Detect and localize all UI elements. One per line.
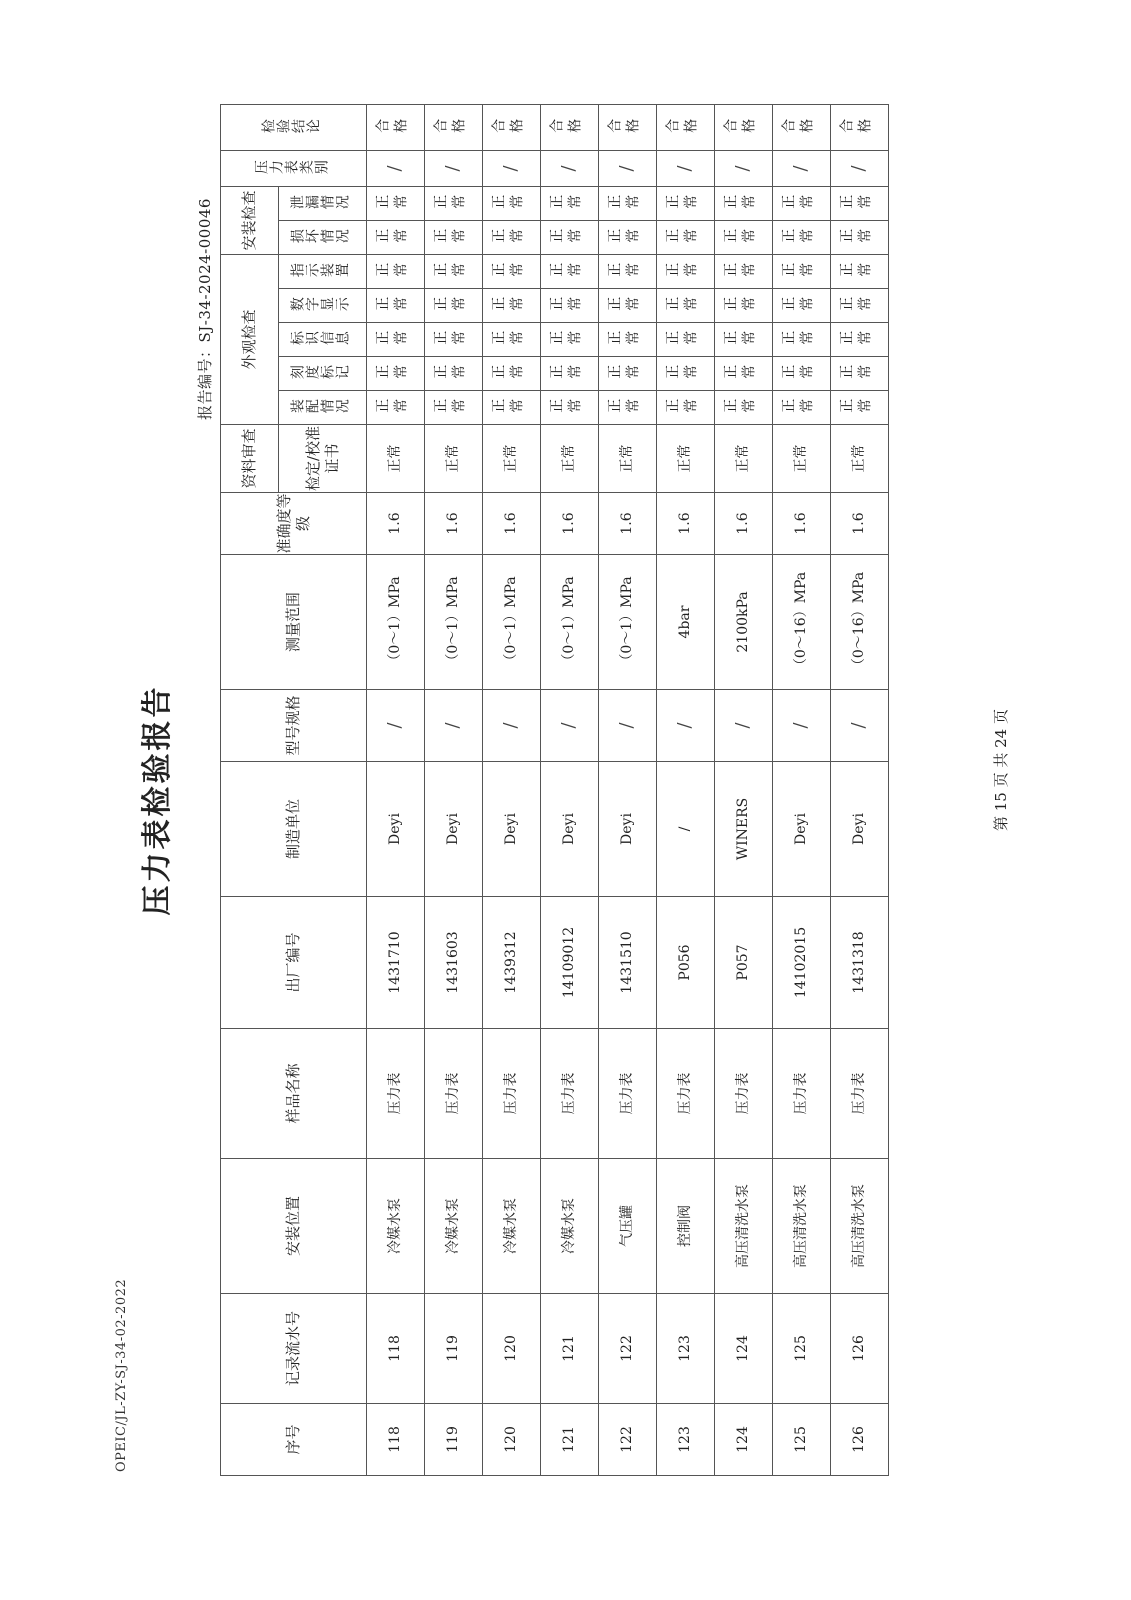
cell-cert: 正常 [715,425,773,493]
table-row [831,105,889,1476]
cell-leak: 正常 [831,187,889,221]
cell-serial: 1431318 [831,897,889,1029]
cell-maker: Deyi [483,762,541,897]
cell-marking: 正常 [541,357,599,391]
cell-damage: 正常 [715,221,773,255]
cell-serial: P057 [715,897,773,1029]
cell-identity: 正常 [773,323,831,357]
cell-model: / [715,690,773,762]
cell-identity: 正常 [541,323,599,357]
cell-assembly: 正常 [715,391,773,425]
cell-sample: 压力表 [657,1029,715,1159]
cell-marking: 正常 [657,357,715,391]
cell-pointer: 正常 [367,255,425,289]
cell-assembly: 正常 [831,391,889,425]
table-row [425,105,483,1476]
cell-marking: 正常 [831,357,889,391]
cell-leak: 正常 [715,187,773,221]
cell-location: 高压清洗水泵 [715,1159,773,1294]
cell-range: （0～1）MPa [599,555,657,690]
page-title: 压力表检验报告 [140,684,175,916]
cell-identity: 正常 [657,323,715,357]
cell-pointer: 正常 [773,255,831,289]
table-row [715,105,773,1476]
cell-marking: 正常 [599,357,657,391]
cell-digital: 正常 [425,289,483,323]
cell-location: 冷媒水泵 [483,1159,541,1294]
cell-seq: 123 [657,1404,715,1476]
cell-model: / [773,690,831,762]
header-marking: 刻度标记 [279,357,367,391]
cell-record-no: 119 [425,1294,483,1404]
cell-marking: 正常 [715,357,773,391]
cell-digital: 正常 [367,289,425,323]
cell-maker: Deyi [541,762,599,897]
cell-record-no: 118 [367,1294,425,1404]
cell-cert: 正常 [831,425,889,493]
cell-serial: P056 [657,897,715,1029]
cell-digital: 正常 [483,289,541,323]
header-leak: 泄漏情况 [279,187,367,221]
header-seq: 序号 [221,1404,367,1476]
cell-leak: 正常 [541,187,599,221]
cell-identity: 正常 [425,323,483,357]
cell-record-no: 121 [541,1294,599,1404]
cell-range: （0～1）MPa [367,555,425,690]
cell-range: 2100kPa [715,555,773,690]
cell-sample: 压力表 [367,1029,425,1159]
cell-pointer: 正常 [831,255,889,289]
cell-identity: 正常 [483,323,541,357]
cell-range: （0～1）MPa [483,555,541,690]
cell-marking: 正常 [367,357,425,391]
cell-category: / [541,151,599,187]
cell-damage: 正常 [773,221,831,255]
cell-pointer: 正常 [425,255,483,289]
cell-maker: Deyi [599,762,657,897]
cell-sample: 压力表 [773,1029,831,1159]
header-conclusion: 检验结论 [221,105,367,151]
header-identity: 标识信息 [279,323,367,357]
cell-maker: Deyi [773,762,831,897]
page-number: 第 15 页 共 24 页 [992,709,1010,832]
cell-record-no: 120 [483,1294,541,1404]
cell-record-no: 123 [657,1294,715,1404]
cell-record-no: 126 [831,1294,889,1404]
cell-category: / [367,151,425,187]
cell-seq: 122 [599,1404,657,1476]
header-maker: 制造单位 [221,762,367,897]
cell-location: 冷媒水泵 [541,1159,599,1294]
cell-model: / [483,690,541,762]
cell-damage: 正常 [541,221,599,255]
cell-accuracy: 1.6 [715,493,773,555]
cell-seq: 118 [367,1404,425,1476]
cell-serial: 14102015 [773,897,831,1029]
cell-range: （0～16）MPa [773,555,831,690]
cell-digital: 正常 [599,289,657,323]
cell-accuracy: 1.6 [541,493,599,555]
cell-model: / [599,690,657,762]
cell-identity: 正常 [831,323,889,357]
cell-cert: 正常 [367,425,425,493]
cell-maker: Deyi [831,762,889,897]
cell-damage: 正常 [367,221,425,255]
cell-conclusion: 合格 [425,105,483,151]
table-row [773,105,831,1476]
table-row [657,105,715,1476]
cell-maker: Deyi [367,762,425,897]
header-assembly: 装配情况 [279,391,367,425]
cell-seq: 121 [541,1404,599,1476]
cell-cert: 正常 [773,425,831,493]
cell-assembly: 正常 [773,391,831,425]
table-row [541,105,599,1476]
cell-serial: 14109012 [541,897,599,1029]
header-digital: 数字显示 [279,289,367,323]
cell-accuracy: 1.6 [425,493,483,555]
cell-marking: 正常 [773,357,831,391]
cell-seq: 119 [425,1404,483,1476]
cell-conclusion: 合格 [367,105,425,151]
cell-cert: 正常 [657,425,715,493]
header-appearance-group: 外观检查 [221,255,279,425]
cell-sample: 压力表 [831,1029,889,1159]
cell-accuracy: 1.6 [367,493,425,555]
cell-location: 高压清洗水泵 [831,1159,889,1294]
cell-pointer: 正常 [715,255,773,289]
cell-location: 冷媒水泵 [425,1159,483,1294]
cell-record-no: 125 [773,1294,831,1404]
cell-seq: 125 [773,1404,831,1476]
cell-model: / [425,690,483,762]
table-body [367,105,889,1476]
cell-model: / [657,690,715,762]
cell-cert: 正常 [483,425,541,493]
cell-cert: 正常 [425,425,483,493]
header-model: 型号规格 [221,690,367,762]
cell-record-no: 124 [715,1294,773,1404]
cell-accuracy: 1.6 [657,493,715,555]
cell-digital: 正常 [541,289,599,323]
cell-damage: 正常 [425,221,483,255]
cell-maker: / [657,762,715,897]
report-number: 报告编号：SJ-34-2024-00046 [196,198,214,420]
cell-category: / [657,151,715,187]
cell-digital: 正常 [657,289,715,323]
cell-pointer: 正常 [599,255,657,289]
cell-leak: 正常 [773,187,831,221]
cell-leak: 正常 [657,187,715,221]
table-row [483,105,541,1476]
cell-location: 气压罐 [599,1159,657,1294]
cell-category: / [773,151,831,187]
cell-location: 高压清洗水泵 [773,1159,831,1294]
cell-pointer: 正常 [541,255,599,289]
cell-identity: 正常 [599,323,657,357]
header-pointer: 指示装置 [279,255,367,289]
cell-category: / [831,151,889,187]
cell-model: / [831,690,889,762]
cell-digital: 正常 [773,289,831,323]
cell-assembly: 正常 [657,391,715,425]
cell-category: / [715,151,773,187]
cell-range: （0～1）MPa [425,555,483,690]
cell-accuracy: 1.6 [831,493,889,555]
header-record-no: 记录流水号 [221,1294,367,1404]
cell-range: （0～16）MPa [831,555,889,690]
cell-assembly: 正常 [425,391,483,425]
cell-serial: 1431510 [599,897,657,1029]
cell-conclusion: 合格 [831,105,889,151]
cell-assembly: 正常 [599,391,657,425]
cell-marking: 正常 [483,357,541,391]
cell-serial: 1431603 [425,897,483,1029]
header-location: 安装位置 [221,1159,367,1294]
header-sample: 样品名称 [221,1029,367,1159]
header-category: 压力表类别 [221,151,367,187]
cell-range: 4bar [657,555,715,690]
cell-maker: WINERS [715,762,773,897]
cell-category: / [599,151,657,187]
cell-pointer: 正常 [483,255,541,289]
header-serial: 出厂编号 [221,897,367,1029]
cell-model: / [367,690,425,762]
cell-digital: 正常 [715,289,773,323]
cell-sample: 压力表 [599,1029,657,1159]
cell-leak: 正常 [367,187,425,221]
cell-leak: 正常 [599,187,657,221]
cell-range: （0～1）MPa [541,555,599,690]
cell-model: / [541,690,599,762]
cell-assembly: 正常 [483,391,541,425]
cell-damage: 正常 [657,221,715,255]
cell-identity: 正常 [367,323,425,357]
cell-conclusion: 合格 [773,105,831,151]
cell-assembly: 正常 [541,391,599,425]
cell-damage: 正常 [483,221,541,255]
cell-damage: 正常 [599,221,657,255]
cell-assembly: 正常 [367,391,425,425]
cell-conclusion: 合格 [483,105,541,151]
cell-location: 冷媒水泵 [367,1159,425,1294]
cell-seq: 120 [483,1404,541,1476]
cell-sample: 压力表 [425,1029,483,1159]
header-damage: 损坏情况 [279,221,367,255]
cell-damage: 正常 [831,221,889,255]
header-cert: 检定/校准证书 [279,425,367,493]
header-range: 测量范围 [221,555,367,690]
table-row [599,105,657,1476]
cell-seq: 124 [715,1404,773,1476]
cell-cert: 正常 [541,425,599,493]
cell-identity: 正常 [715,323,773,357]
cell-seq: 126 [831,1404,889,1476]
cell-accuracy: 1.6 [483,493,541,555]
cell-cert: 正常 [599,425,657,493]
cell-accuracy: 1.6 [599,493,657,555]
table-row [367,105,425,1476]
document-code: OPEIC/JL-ZY-SJ-34-02-2022 [114,1278,129,1472]
cell-digital: 正常 [831,289,889,323]
cell-sample: 压力表 [541,1029,599,1159]
header-accuracy: 准确度等级 [221,493,367,555]
cell-sample: 压力表 [715,1029,773,1159]
cell-leak: 正常 [483,187,541,221]
cell-category: / [483,151,541,187]
cell-conclusion: 合格 [657,105,715,151]
header-docs-group: 资料审查 [221,425,279,493]
cell-accuracy: 1.6 [773,493,831,555]
cell-serial: 1439312 [483,897,541,1029]
inspection-table [220,104,889,1476]
cell-serial: 1431710 [367,897,425,1029]
cell-conclusion: 合格 [715,105,773,151]
cell-pointer: 正常 [657,255,715,289]
cell-record-no: 122 [599,1294,657,1404]
cell-sample: 压力表 [483,1029,541,1159]
cell-maker: Deyi [425,762,483,897]
cell-marking: 正常 [425,357,483,391]
cell-conclusion: 合格 [599,105,657,151]
cell-conclusion: 合格 [541,105,599,151]
cell-leak: 正常 [425,187,483,221]
cell-category: / [425,151,483,187]
header-install-group: 安装检查 [221,187,279,255]
cell-location: 控制阀 [657,1159,715,1294]
